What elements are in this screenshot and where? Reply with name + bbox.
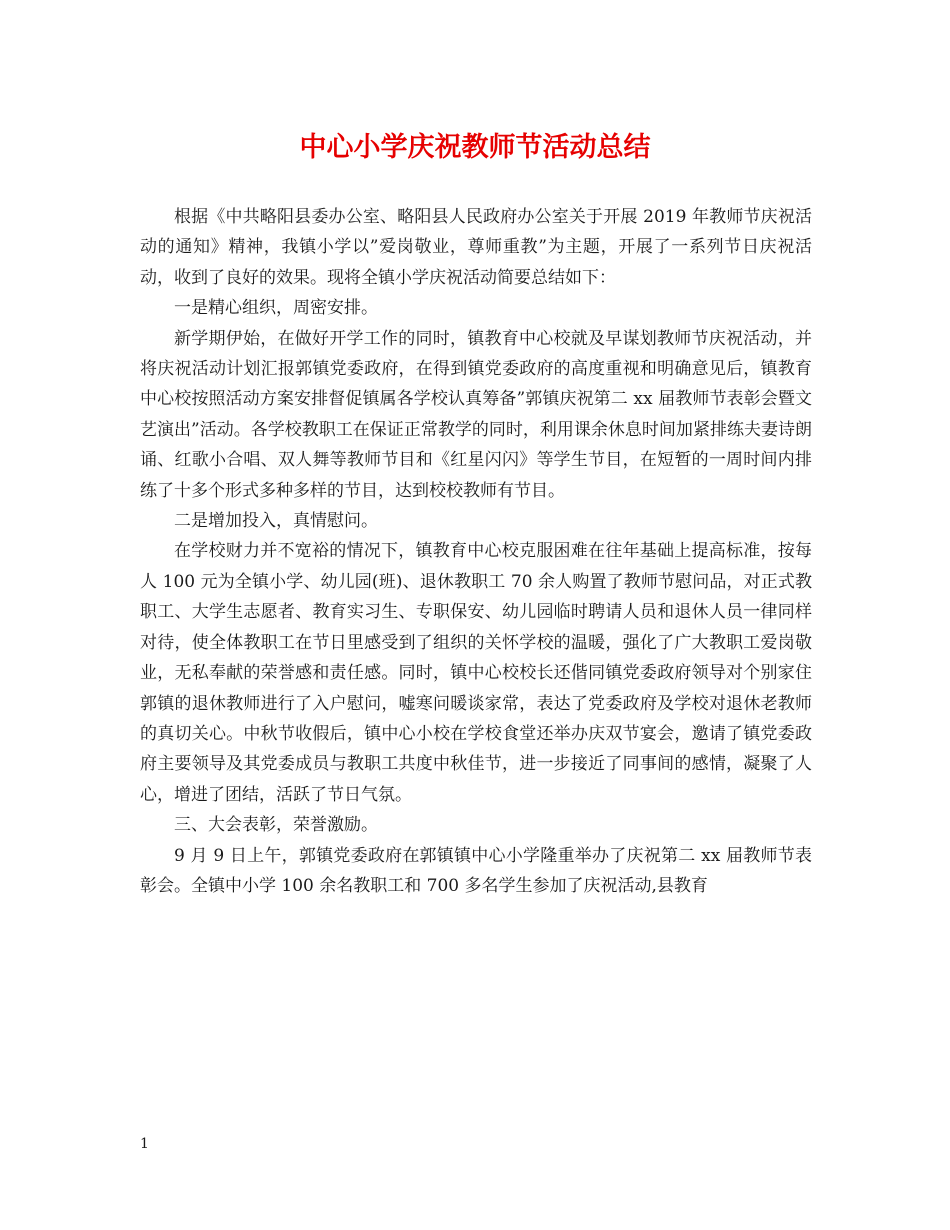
document-body (140, 202, 812, 901)
section-heading-2: 二是增加投入，真情慰问。 (174, 511, 378, 532)
section-heading-3: 三、大会表彰，荣誉激励。 (174, 815, 378, 836)
paragraph-section-2: 在学校财力并不宽裕的情况下，镇教育中心校克服困难在往年基础上提高标准，按每人 100 元为全镇小学、幼儿园(班)、退休教职工 70 余人购置了教师节慰问品，对正式教职工、大学生志愿者、教育实习生、专职保安、幼儿园临时聘请人员和退休人员一律同样对待，使全体教职工在节日里感受到了组织的关怀学校的温暖，强化了广大教职工爱岗敬业，无私奉献的荣誉感和责任感。同时，镇中心校校长还偕同镇党委政府领导对个别家住 郭镇的退休教师进行了入户慰问，嘘寒问暖谈家常，表达了党委政府及学校对退休老教师的真切关心。中秋节收假后，镇中心小校在学校食堂还举办庆双节宴会，邀请了镇党委政府主要领导及其党委成员与教职工共度中秋佳节，进一步接近了同事间的感情，凝聚了人心，增进了团结，活跃了节日气氛。 (140, 541, 812, 805)
section-heading-1: 一是精心组织，周密安排。 (174, 298, 378, 319)
paragraph-intro: 根据《中共略阳县委办公室、略阳县人民政府办公室关于开展 2019 年教师节庆祝活动的通知》精神，我镇小学以”爱岗敬业，尊师重教”为主题，开展了一系列节日庆祝活动，收到了良好的效果。现将全镇小学庆祝活动简要总结如下： (140, 207, 812, 288)
page-number: 1 (140, 1136, 149, 1152)
paragraph-section-1: 新学期伊始，在做好开学工作的同时，镇教育中心校就及早谋划教师节庆祝活动，并将庆祝活动计划汇报郭镇党委政府，在得到镇党委政府的高度重视和明确意见后，镇教育中心校按照活动方案安排督促镇属各学校认真筹备”郭镇庆祝第二 xx 届教师节表彰会暨文艺演出”活动。各学校教职工在保证正常教学的同时，利用课余休息时间加紧排练夫妻诗朗诵、红歌小合唱、双人舞等教师节目和《红星闪闪》等学生节目，在短暂的一周时间内排练了十多个形式多种多样的节目，达到校校教师有节目。 (140, 328, 812, 501)
paragraph-section-3: 9 月 9 日上午，郭镇党委政府在郭镇镇中心小学隆重举办了庆祝第二 xx 届教师节表彰会。全镇中小学 100 余名教职工和 700 多名学生参加了庆祝活动,县教育 (140, 845, 812, 896)
document-title: 中心小学庆祝教师节活动总结 (299, 132, 651, 163)
